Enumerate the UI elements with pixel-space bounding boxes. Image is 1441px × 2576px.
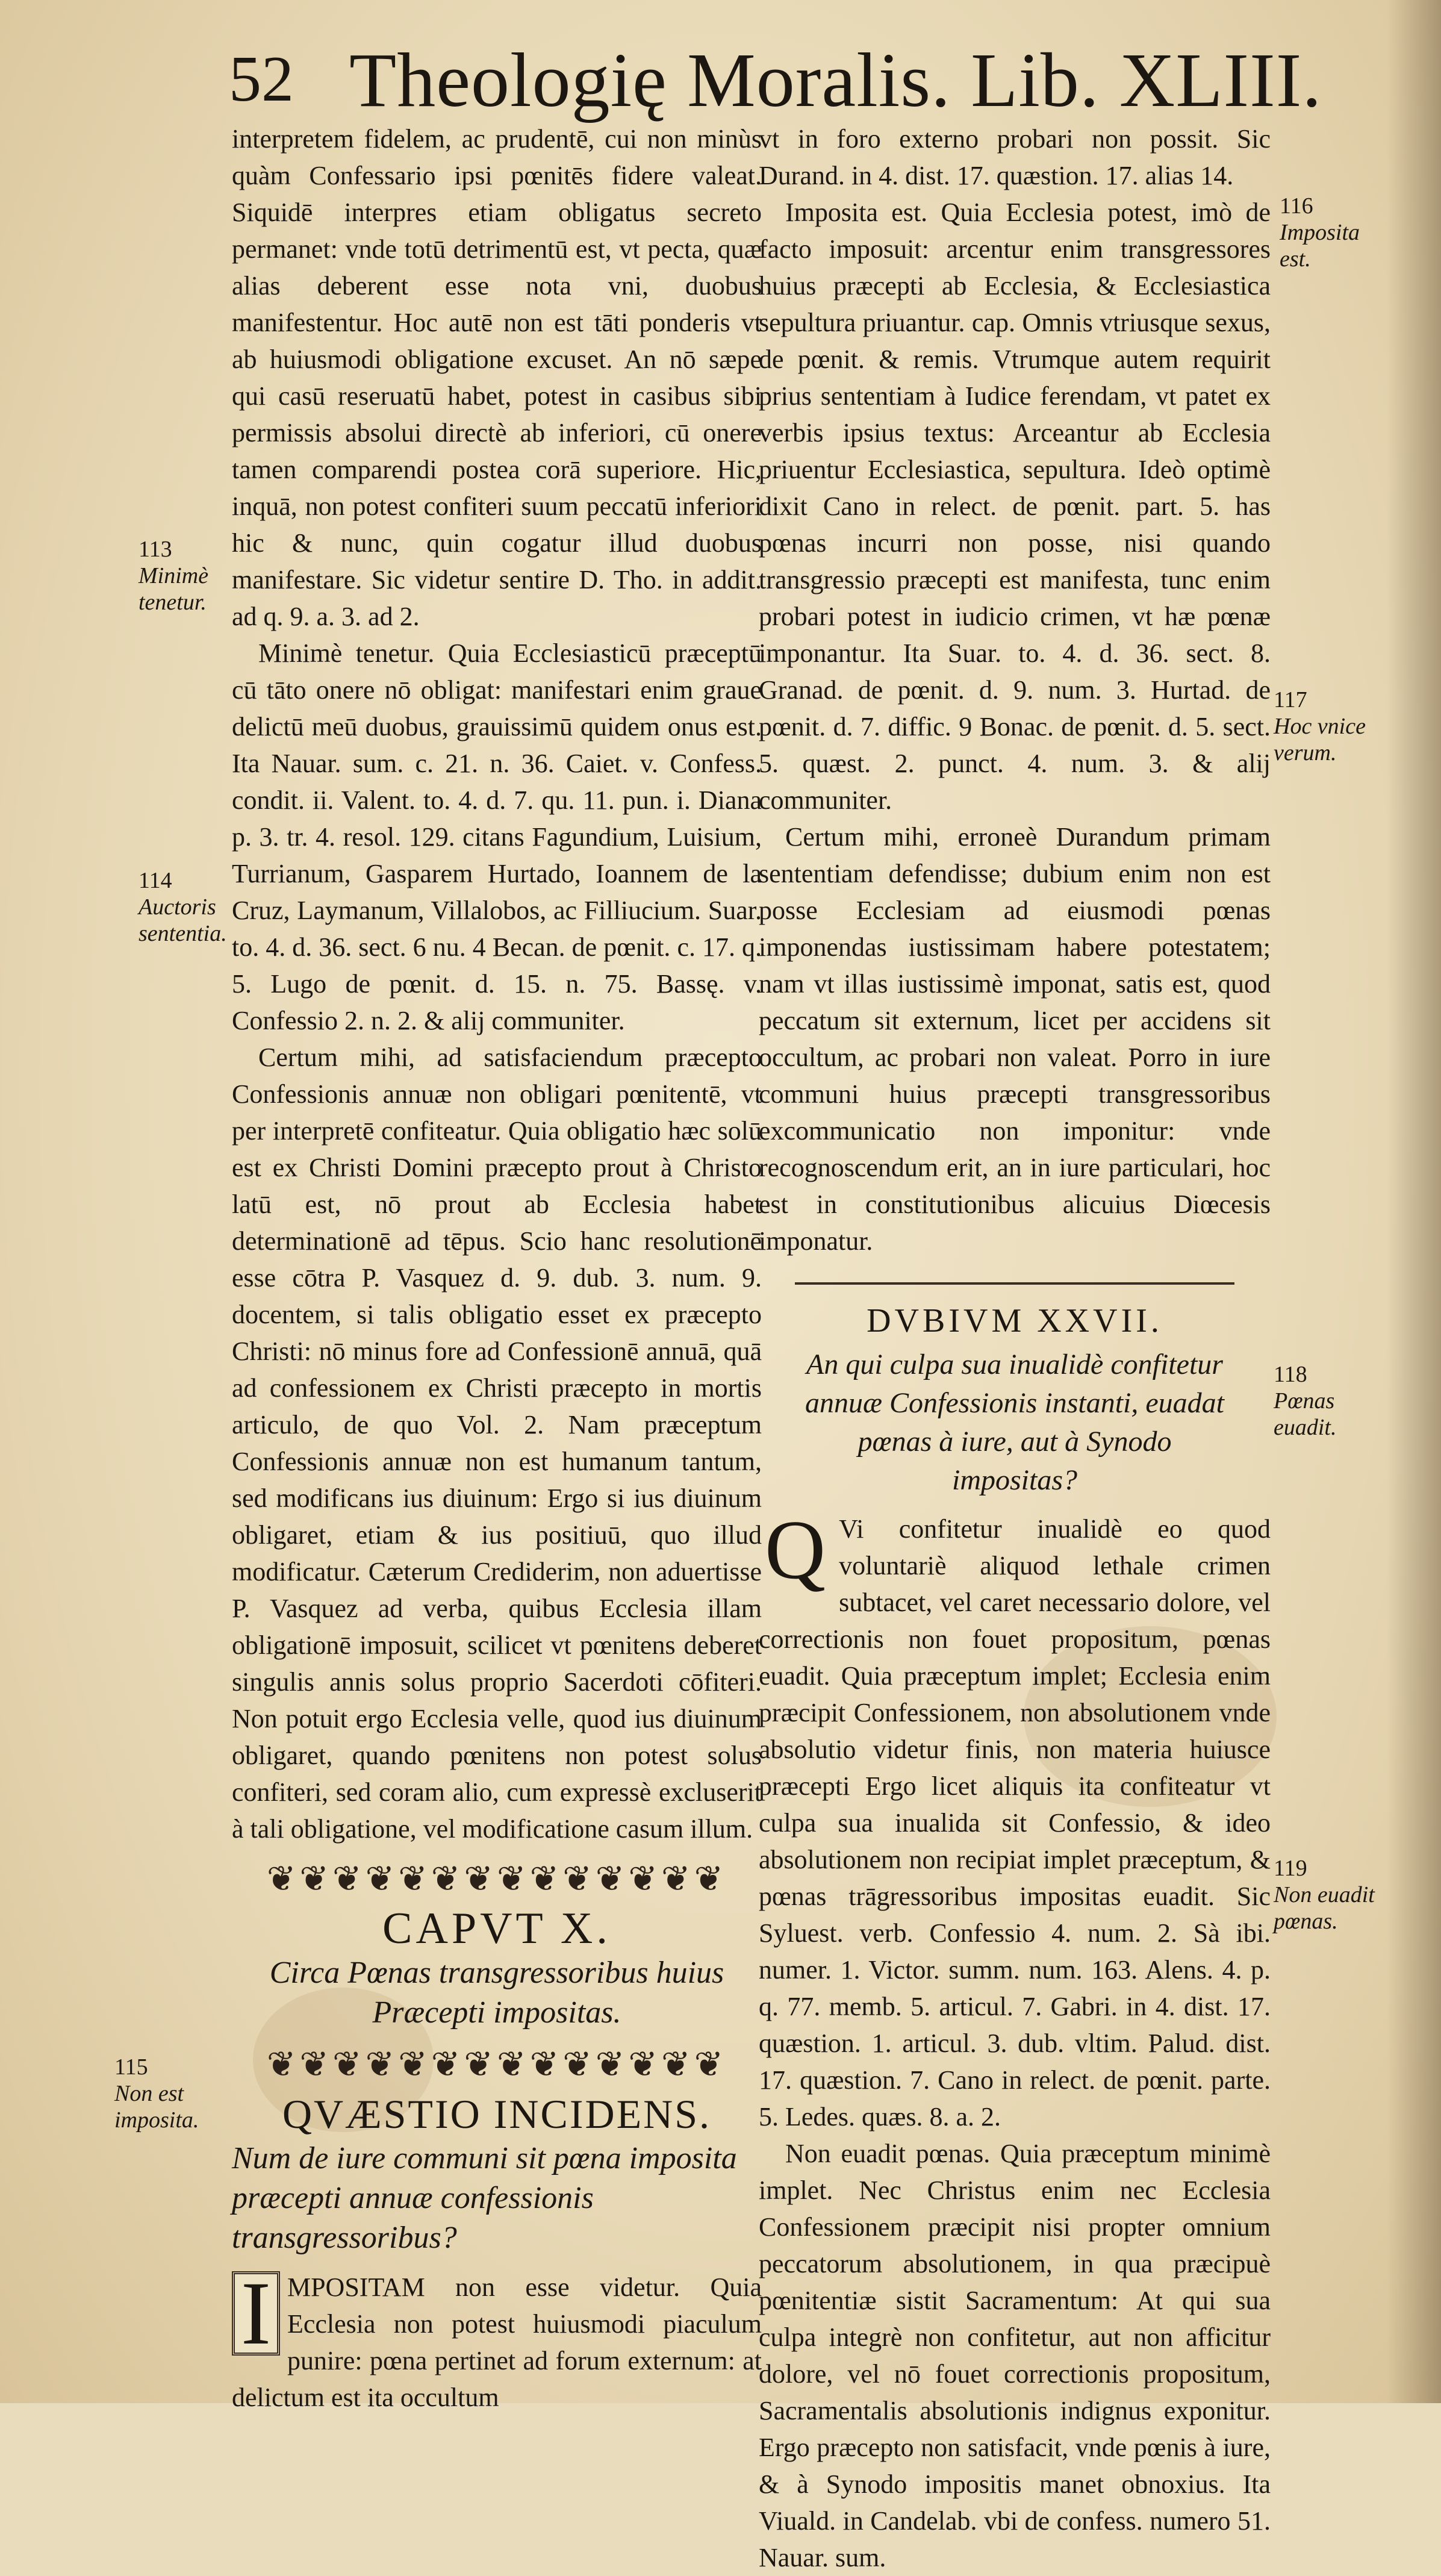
margin-note-text: Auctoris sententia. <box>138 894 227 946</box>
margin-note-text: Non est imposita. <box>114 2081 199 2133</box>
fleuron-ornament-row: ❦❦❦❦❦❦❦❦❦❦❦❦❦❦ <box>266 2045 727 2084</box>
paragraph: Imposita est. Quia Ecclesia potest, imò de facto imposuit: arcentur enim transgressores huius præcepti ab Ecclesia, & Ecclesiastica sepultura priuantur. cap. Omnis vtriusque sexus, de pœnit. & remis. Vtrumque autem requirit prius sententiam à Iudice ferendam, vt patet ex verbis ipsius textus: Arceantur ab Ecclesia priuentur Ecclesiastica, sepultura. Ideò optimè dixit Cano in relect. de pœnit. part. 5. has pœnas incurri non posse, nisi quando transgressio præcepti est manifesta, tunc enim probari potest in iudicio crimen, vt hæ pœnæ imponantur. Ita Suar. to. 4. d. 36. sect. 8. Granad. de pœnit. d. 9. num. 3. Hurtad. de pœnit. d. 7. diffic. 9 Bonac. de pœnit. d. 5. sect. 5. quæst. 2. punct. 4. num. 3. & alij communiter. <box>759 198 1271 815</box>
section-divider <box>795 1282 1234 1285</box>
drop-capital: Q <box>765 1503 826 1597</box>
question-title: QVÆSTIO INCIDENS. <box>282 2091 712 2137</box>
drop-capital: I <box>232 2271 280 2356</box>
page-header <box>223 24 1322 123</box>
left-text-column <box>232 120 762 2416</box>
right-text-column <box>759 120 1271 2576</box>
margin-note-text: Minimè tenetur. <box>138 563 209 615</box>
margin-note-118 <box>1274 1361 1376 1441</box>
fleuron-ornament-row: ❦❦❦❦❦❦❦❦❦❦❦❦❦❦ <box>266 1859 727 1898</box>
margin-note-text: Pœnas euadit. <box>1274 1388 1337 1440</box>
margin-note-117 <box>1274 687 1376 766</box>
paragraph: Non euadit pœnas. Quia præceptum minimè implet. Nec Christus enim nec Ecclesia Confessionem præcipit nisi propter omnium peccatorum absolutionem, in qua præcipuè pœnitentiæ sistit Sacramentum: At qui sua culpa integrè non confitetur, aut non afficitur dolore, vel nō fouet correctionis propositum, Sacramentalis absolutionis indignus exponitur. Ergo præcepto non satisfacit, vnde pœnis à iure, & à Synodo impositis manet obnoxius. Ita Viuald. in Candelab. vbi de confess. numero 51. Nauar. sum. <box>759 2139 1271 2572</box>
question-subtitle: Num de iure communi sit pœna imposita præcepti annuæ confessionis transgressoribus? <box>232 2141 737 2255</box>
margin-note-114 <box>138 867 229 947</box>
paragraph: interpretem fidelem, ac prudentē, cui non minùs quàm Confessario ipsi pœnitēs fidere valeat. Siquidē interpres etiam obligatus secreto permanet: vnde totū detrimentū est, vt pecta, quæ alias deberent esse nota vni, duobus manifestentur. Hoc autē non est tāti ponderis vt ab huiusmodi obligatione excuset. An nō sæpe qui casū reseruatū habet, potest in casibus sibi permissis absolui directè ab inferiori, cū onere tamen comparendi postea corā superiore. Hic, inquā, non potest confiteri suum peccatū inferiori hic & nunc, quin cogatur illud duobus manifestare. Sic videtur sentire D. Tho. in addit. ad q. 9. a. 3. ad 2. <box>232 124 762 631</box>
margin-note-119 <box>1274 1855 1376 1935</box>
margin-note-text: Imposita est. <box>1280 220 1360 272</box>
paragraph: MPOSITAM non esse videtur. Quia Ecclesia non potest huiusmodi piaculum punire: pœna pertinet ad forum externum: at delictum est ita occultum <box>232 2272 762 2412</box>
paragraph: vt in foro externo probari non possit. Sic Durand. in 4. dist. 17. quæstion. 17. alias 14. <box>759 124 1271 190</box>
margin-note-number: 116 <box>1280 193 1313 219</box>
margin-note-number: 118 <box>1274 1362 1307 1387</box>
margin-note-number: 113 <box>138 537 172 562</box>
margin-note-text: Non euadit pœnas. <box>1274 1882 1375 1934</box>
margin-note-113 <box>138 536 229 616</box>
margin-note-number: 115 <box>114 2054 148 2080</box>
margin-note-text: Hoc vnice verum. <box>1274 714 1366 766</box>
margin-note-number: 117 <box>1274 687 1307 713</box>
running-title: Theologię Moralis. Lib. XLIII. <box>349 37 1322 123</box>
margin-note-116 <box>1280 193 1370 272</box>
page-number: 52 <box>229 43 294 115</box>
chapter-title: CAPVT X. <box>382 1904 611 1953</box>
margin-note-115 <box>114 2054 223 2133</box>
paragraph: Certum mihi, ad satisfaciendum præcepto Confessionis annuæ non obligari pœnitentē, vt per interpretē confiteatur. Quia obligatio hæc solū est ex Christi Domini præcepto prout à Christo latū est, nō prout ab Ecclesia habet determinationē ad tēpus. Scio hanc resolutionē esse cōtra P. Vasquez d. 9. dub. 3. num. 9. docentem, si talis obligatio esset ex præcepto Christi: nō minus fore ad Confessionē annuā, quā ad confessionem ex Christi præcepto in mortis articulo, de quo Vol. 2. Nam præceptum Confessionis annuæ non est humanum tantum, sed modificans ius diuinum: Ergo si ius diuinum obligaret, etiam & ius positiuū, quo illud modificatur. Cæterum Crediderim, non aduertisse P. Vasquez ad verba, quibus Ecclesia illam obligationē imposuit, scilicet vt pœnitens deberet singulis annis solus proprio Sacerdoti cōfiteri. Non potuit ergo Ecclesia velle, quod ius diuinum obligaret, quando pœnitens non potest solus confiteri, sed coram alio, cum expressè excluserit à tali obligatione, vel modificatione casum illum. <box>232 1043 762 1844</box>
paragraph: Certum mihi, erroneè Durandum primam sententiam defendisse; dubium enim non est posse Ecclesiam ad eiusmodi pœnas imponendas iustissimam habere potestatem; nam vt illas iustissimè imponat, satis est, quod peccatum sit externum, licet per accidens sit occultum, ac probari non valeat. Porro in iure communi huius præcepti transgressoribus excommunicatio non imponitur: vnde recognoscendum erit, an in iure particulari, hoc est in constitutionibus alicuius Diœcesis imponatur. <box>759 822 1271 1256</box>
dubium-subtitle: An qui culpa sua inualidè confitetur annuæ Confessionis instanti, euadat pœnas à iure, aut à Synodo impositas? <box>805 1349 1225 1496</box>
margin-note-number: 114 <box>138 868 172 893</box>
margin-note-number: 119 <box>1274 1856 1307 1881</box>
paragraph: Vi confitetur inualidè eo quod voluntariè aliquod lethale crimen subtacet, vel caret necessario dolore, vel correctionis non fouet propositum, pœnas euadit. Quia præceptum implet; Ecclesia enim præcipit Confessionem, non absolutionem vnde absolutio videtur finis, non materia huiusce præcepti Ergo licet aliquis ita confiteatur vt culpa sua inualida sit Confessio, & ideo absolutionem non recipiat implet præceptum, & pœnas trāgressoribus impositas euadit. Sic Syluest. verb. Confessio 4. num. 2. Sà ibi. numer. 1. Victor. summ. num. 163. Alens. 4. p. q. 77. memb. 5. articul. 7. Gabri. in 4. dist. 17. quæstion. 1. articul. 3. dub. vltim. Palud. dist. 17. quæstion. 7. Cano in relect. de pœnit. parte. 5. Ledes. quæs. 8. a. 2. <box>759 1514 1271 2132</box>
chapter-subtitle: Circa Pœnas transgressoribus huius Præcepti impositas. <box>269 1956 724 2030</box>
paragraph: Minimè tenetur. Quia Ecclesiasticū præceptū cū tāto onere nō obligat: manifestari enim graue delictū meū duobus, grauissimū quidem onus est. Ita Nauar. sum. c. 21. n. 36. Caiet. v. Confess. condit. ii. Valent. to. 4. d. 7. qu. 11. pun. i. Diana p. 3. tr. 4. resol. 129. citans Fagundium, Luisium, Turrianum, Gasparem Hurtado, Ioannem de la Cruz, Laymanum, Villalobos, ac Filliucium. Suar. to. 4. d. 36. sect. 6 nu. 4 Becan. de pœnit. c. 17. q. 5. Lugo de pœnit. d. 15. n. 75. Bassę. v. Confessio 2. n. 2. & alij communiter. <box>232 638 762 1035</box>
dubium-title: DVBIVM XXVII. <box>867 1302 1163 1339</box>
